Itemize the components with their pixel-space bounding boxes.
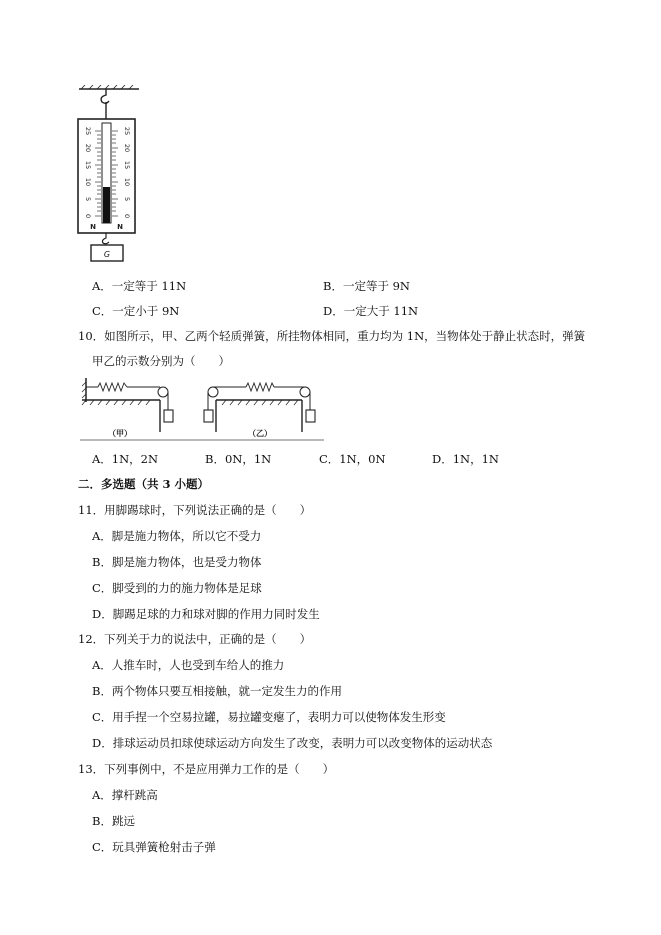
unit-left-label: N — [90, 223, 96, 231]
scale-left-label: 5 — [84, 196, 92, 202]
q12-option-b[interactable]: B．两个物体只要互相接触，就一定发生力的作用 — [92, 684, 342, 698]
q11-option-c[interactable]: C．脚受到的力的施力物体是足球 — [92, 581, 262, 595]
figure-label-jia: （甲） — [108, 429, 132, 438]
scale-right-label: 0 — [123, 213, 131, 219]
q11-stem: 11．用脚踢球时，下列说法正确的是（ ） — [78, 503, 312, 517]
scale-right-label: 5 — [123, 196, 131, 202]
q11-option-a[interactable]: A．脚是施力物体，所以它不受力 — [92, 529, 262, 543]
q12-option-a[interactable]: A．人推车时，人也受到车给人的推力 — [92, 658, 285, 672]
scale-right-label: 25 — [123, 126, 131, 136]
unit-right-label: N — [117, 223, 123, 231]
weight-label: G — [103, 250, 111, 259]
q10-option-c[interactable]: C．1N，0N — [319, 452, 386, 466]
section-title-multiple-choice: 二．多选题（共 3 小题） — [78, 477, 210, 491]
spring-scale-figure — [75, 85, 150, 265]
q11-option-d[interactable]: D．脚踢足球的力和球对脚的作用力同时发生 — [92, 607, 320, 621]
q10-stem-line1: 10．如图所示，甲、乙两个轻质弹簧，所挂物体相同，重力均为 1N，当物体处于静止状态时，弹簧 — [78, 329, 586, 343]
q10-stem-line2: 甲乙的示数分别为（ ） — [92, 354, 230, 368]
scale-left-label: 0 — [84, 213, 92, 219]
scale-left-label: 15 — [84, 160, 92, 170]
q9-option-b[interactable]: B．一定等于 9N — [323, 279, 410, 293]
scale-left-label: 10 — [84, 177, 92, 187]
spring-pulley-figure — [80, 374, 325, 444]
scale-left-label: 25 — [84, 126, 92, 136]
q9-option-a[interactable]: A．一定等于 11N — [92, 279, 187, 293]
scale-left-label: 20 — [84, 143, 92, 153]
figure-label-yi: （乙） — [248, 429, 272, 438]
scale-right-label: 15 — [123, 160, 131, 170]
q13-option-b[interactable]: B．跳远 — [92, 814, 135, 828]
q11-option-b[interactable]: B．脚是施力物体，也是受力物体 — [92, 555, 262, 569]
q10-option-d[interactable]: D．1N，1N — [432, 452, 499, 466]
q12-stem: 12．下列关于力的说法中，正确的是（ ） — [78, 632, 312, 646]
q10-option-b[interactable]: B．0N，1N — [205, 452, 272, 466]
q12-option-c[interactable]: C．用手捏一个空易拉罐，易拉罐变瘪了，表明力可以使物体发生形变 — [92, 710, 446, 724]
q12-option-d[interactable]: D．排球运动员扣球使球运动方向发生了改变，表明力可以改变物体的运动状态 — [92, 736, 493, 750]
scale-right-label: 10 — [123, 177, 131, 187]
q13-option-a[interactable]: A．撑杆跳高 — [92, 788, 158, 802]
q9-option-c[interactable]: C．一定小于 9N — [92, 304, 180, 318]
q13-stem: 13．下列事例中，不是应用弹力工作的是（ ） — [78, 762, 335, 776]
q10-option-a[interactable]: A．1N，2N — [92, 452, 159, 466]
q9-option-d[interactable]: D．一定大于 11N — [323, 304, 419, 318]
q13-option-c[interactable]: C．玩具弹簧枪射击子弹 — [92, 840, 216, 854]
scale-right-label: 20 — [123, 143, 131, 153]
